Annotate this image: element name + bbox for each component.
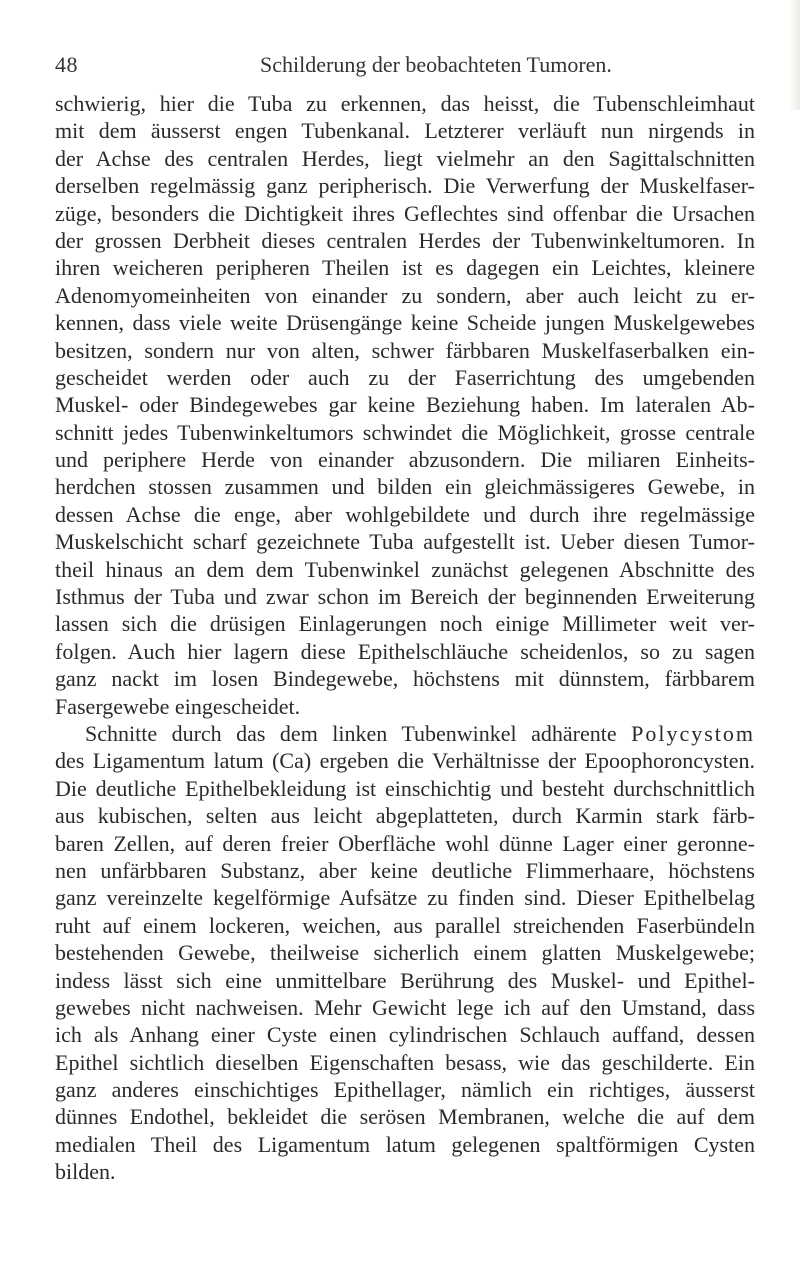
text-line: Isthmus der Tuba und zwar schon im Bereich der beginnenden Erweiterung [55,584,755,610]
text-line: bilden. [55,1159,116,1185]
text-line: theil hinaus an dem dem Tubenwinkel zunächst gelegenen Abschnitte des [55,556,755,582]
text-line: bestehenden Gewebe, theilweise sicherlich einem glatten Muskelgewebe; [55,940,755,966]
text-line: derselben regelmässig ganz peripherisch. Die Verwerfung der Muskelfaser- [55,173,755,199]
text-line: mit dem äusserst engen Tubenkanal. Letzterer verläuft nun nirgends in [55,118,755,144]
text-line: dessen Achse die enge, aber wohlgebildete und durch ihre regelmässige [55,501,755,527]
text-line: Die deutliche Epithelbekleidung ist einschichtig und besteht durchschnittlich [55,775,755,801]
text-line [55,720,755,747]
text-line: nen unfärbbaren Substanz, aber keine deutliche Flimmerhaare, höchstens [55,857,755,883]
text-line: herdchen stossen zusammen und bilden ein gleichmässigeres Gewebe, in [55,474,755,500]
text-line: indess lässt sich eine unmittelbare Berührung des Muskel- und Epithel- [55,967,755,993]
text-line: züge, besonders die Dichtigkeit ihres Geflechtes sind offenbar die Ursachen [55,200,755,226]
text-line: des Ligamentum latum (Ca) ergeben die Verhältnisse der Epoophoroncysten. [55,748,755,774]
text-line: aus kubischen, selten aus leicht abgeplatteten, durch Karmin stark färb- [55,803,755,829]
line-text: Schnitte durch das dem linken Tubenwinkel adhärente [85,720,617,746]
text-line: der grossen Derbheit dieses centralen Herdes der Tubenwinkeltumoren. In [55,227,755,253]
running-title: Schilderung der beobachteten Tumoren. [260,52,612,77]
text-line: gescheidet werden oder auch zu der Faserrichtung des umgebenden [55,364,755,390]
text-line: Muskelschicht scharf gezeichnete Tuba aufgestellt ist. Ueber diesen Tumor- [55,529,755,555]
text-line: ruht auf einem lockeren, weichen, aus parallel streichenden Faserbündeln [55,912,755,938]
text-line: ganz nackt im losen Bindegewebe, höchstens mit dünnstem, färbbarem [55,666,755,692]
text-line: ganz vereinzelte kegelförmige Aufsätze zu finden sind. Dieser Epithelbelag [55,885,755,911]
text-line: baren Zellen, auf deren freier Oberfläche wohl dünne Lager einer geronne- [55,830,755,856]
text-line: Muskel- oder Bindegewebes gar keine Beziehung haben. Im lateralen Ab- [55,392,755,418]
emphasized-term: Polycystom [631,720,756,746]
text-line: folgen. Auch hier lagern diese Epithelschläuche scheidenlos, so zu sagen [55,638,755,664]
text-line: ihren weicheren peripheren Theilen ist es dagegen ein Leichtes, kleinere [55,255,755,281]
page-header [55,52,612,82]
paragraph-2 [55,720,755,1186]
text-line: lassen sich die drüsigen Einlagerungen noch einige Millimeter weit ver- [55,611,755,637]
body-text [55,90,755,1186]
text-line: besitzen, sondern nur von alten, schwer färbbaren Muskelfaserbalken ein- [55,337,755,363]
text-line: Epithel sichtlich dieselben Eigenschaften besass, wie das geschilderte. Ein [55,1049,755,1075]
text-line: schwierig, hier die Tuba zu erkennen, das heisst, die Tubenschleimhaut [55,91,755,116]
text-line: der Achse des centralen Herdes, liegt vielmehr an den Sagittalschnitten [55,145,755,171]
page-edge-shadow [788,0,800,110]
text-line: schnitt jedes Tubenwinkeltumors schwindet die Möglichkeit, grosse centrale [55,419,755,445]
text-line: medialen Theil des Ligamentum latum gelegenen spaltförmigen Cysten [55,1131,755,1157]
page-number: 48 [55,52,78,77]
text-line: gewebes nicht nachweisen. Mehr Gewicht lege ich auf den Umstand, dass [55,994,755,1020]
text-line: kennen, dass viele weite Drüsengänge keine Scheide jungen Muskelgewebes [55,310,755,336]
text-line: Fasergewebe eingescheidet. [55,693,301,719]
text-line: und periphere Herde von einander abzusondern. Die miliaren Einheits- [55,447,755,473]
text-line: ganz anderes einschichtiges Epithellager, nämlich ein richtiges, äusserst [55,1077,755,1103]
text-line: Adenomyomeinheiten von einander zu sondern, aber auch leicht zu er- [55,282,755,308]
text-line: ich als Anhang einer Cyste einen cylindrischen Schlauch auffand, dessen [55,1022,755,1048]
paragraph-1 [55,90,755,720]
text-line: dünnes Endothel, bekleidet die serösen Membranen, welche die auf dem [55,1104,755,1130]
